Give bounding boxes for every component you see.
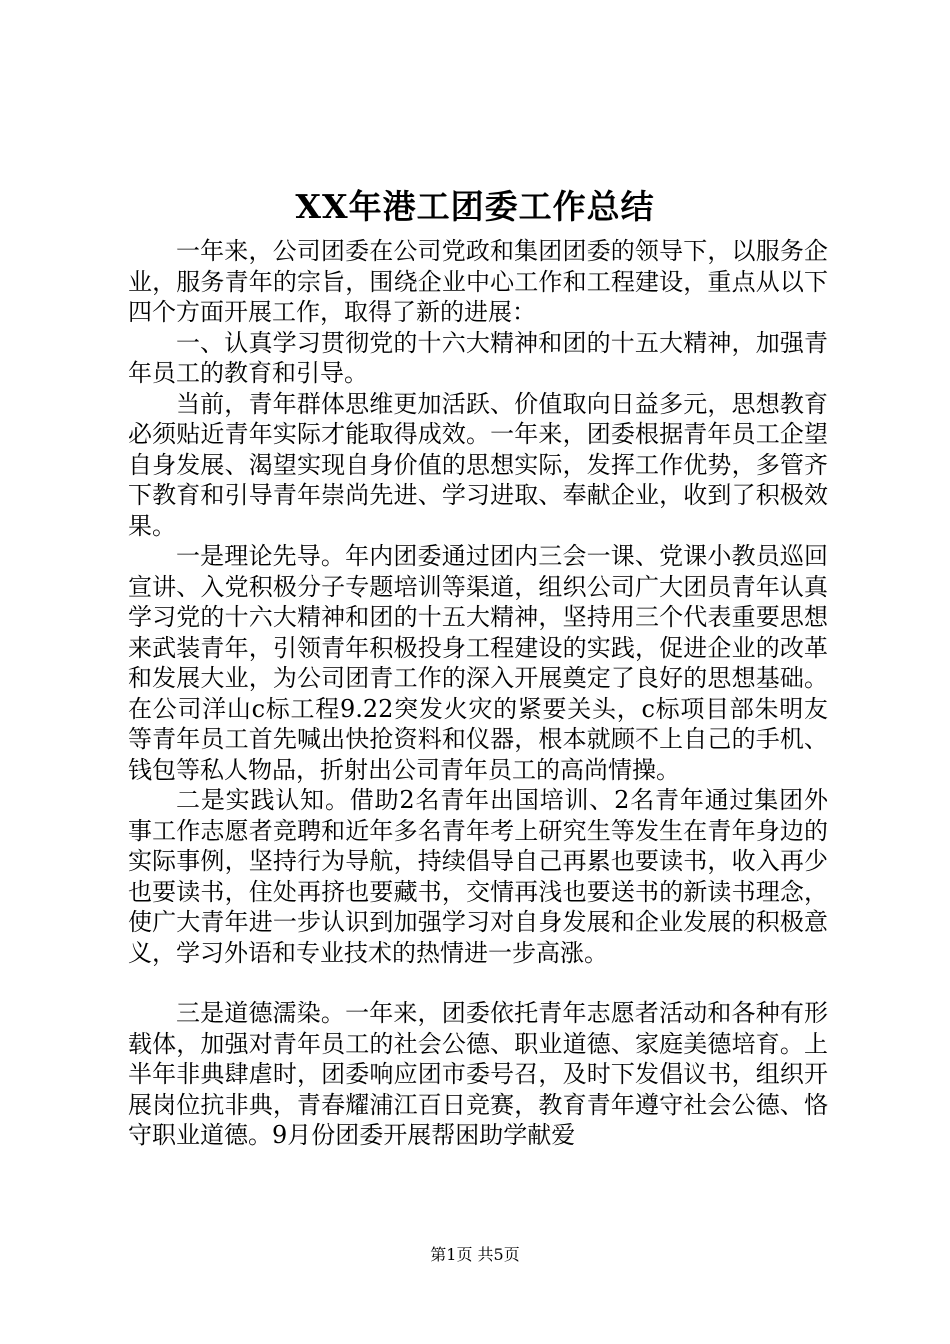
paragraph-practice: 二是实践认知。借助2名青年出国培训、2名青年通过集团外事工作志愿者竞聘和近年多名青年考上研究生等发生在青年身边的实际事例，坚持行为导航，持续倡导自己再累也要读书，收入再少也要读书，住处再挤也要藏书，交情再浅也要送书的新读书理念，使广大青年进一步认识到加强学习对自身发展和企业发展的积极意义，学习外语和专业技术的热情进一步高涨。 bbox=[128, 786, 828, 967]
document-body bbox=[128, 236, 828, 1151]
document-title: XX年港工团委工作总结 bbox=[295, 187, 655, 226]
paragraph-section-heading: 一、认真学习贯彻党的十六大精神和团的十五大精神，加强青年员工的教育和引导。 bbox=[128, 328, 828, 387]
page-number: 第1页 共5页 bbox=[430, 1245, 520, 1264]
paragraph-morality: 三是道德濡染。一年来，团委依托青年志愿者活动和各种有形载体，加强对青年员工的社会公德、职业道德、家庭美德培育。上半年非典肆虐时，团委响应团市委号召，及时下发倡议书，组织开展岗位抗非典，青春耀浦江百日竞赛，教育青年遵守社会公德、恪守职业道德。9月份团委开展帮困助学献爱 bbox=[128, 999, 828, 1149]
paragraph-current-situation: 当前，青年群体思维更加活跃、价值取向日益多元，思想教育必须贴近青年实际才能取得成效。一年来，团委根据青年员工企望自身发展、渴望实现自身价值的思想实际，发挥工作优势，多管齐下教育和引导青年崇尚先进、学习进取、奉献企业，收到了积极效果。 bbox=[128, 389, 828, 540]
paragraph-theory: 一是理论先导。年内团委通过团内三会一课、党课小教员巡回宣讲、入党积极分子专题培训等渠道，组织公司广大团员青年认真学习党的十六大精神和团的十五大精神，坚持用三个代表重要思想来武装青年，引领青年积极投身工程建设的实践，促进企业的改革和发展大业，为公司团青工作的深入开展奠定了良好的思想基础。在公司洋山c标工程9.22突发火灾的紧要关头，c标项目部朱明友等青年员工首先喊出快抢资料和仪器，根本就顾不上自己的手机、钱包等私人物品，折射出公司青年员工的高尚情操。 bbox=[128, 542, 828, 784]
paragraph-intro: 一年来，公司团委在公司党政和集团团委的领导下，以服务企业，服务青年的宗旨，围绕企业中心工作和工程建设，重点从以下四个方面开展工作，取得了新的进展： bbox=[128, 237, 828, 326]
